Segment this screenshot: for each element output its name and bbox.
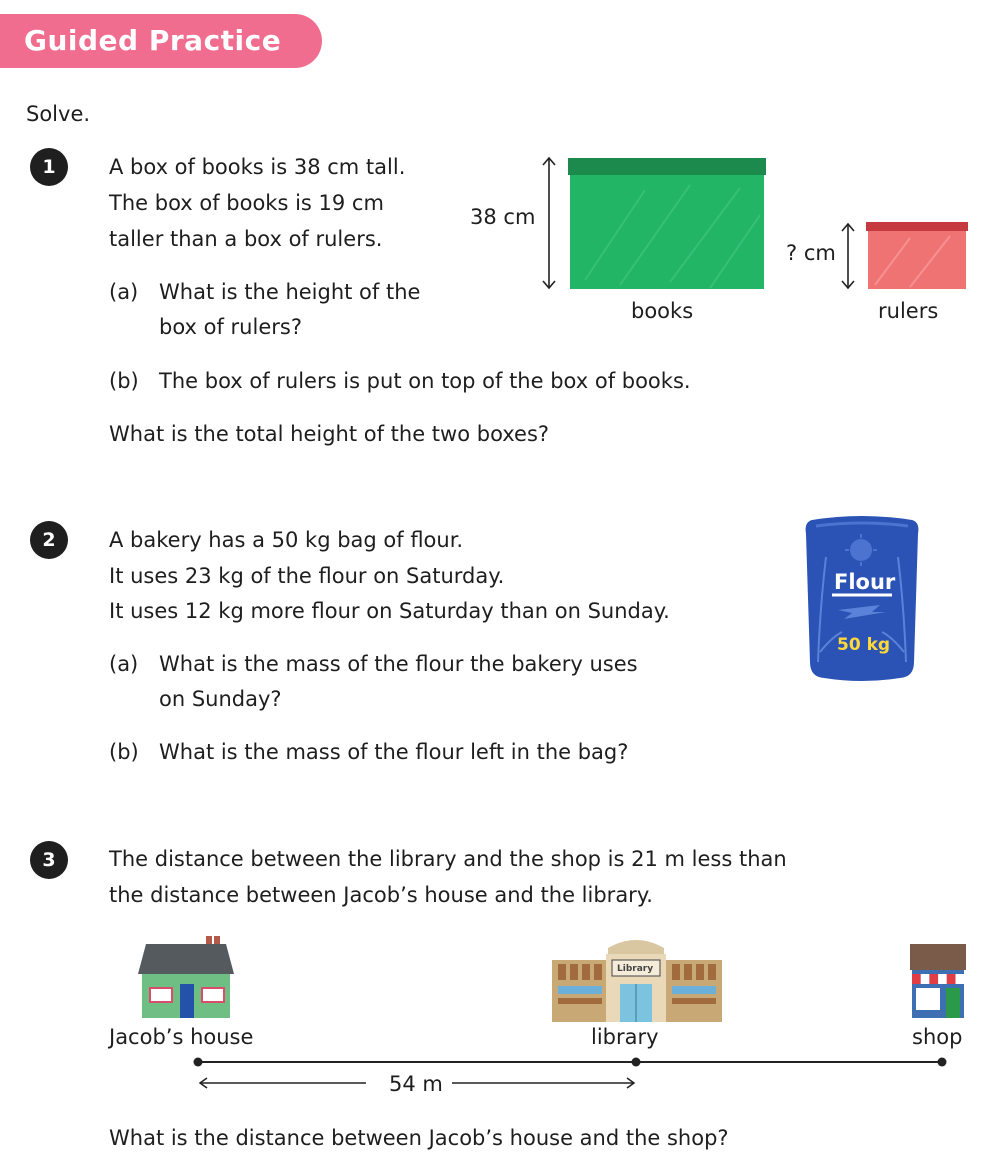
q1a-line-2: box of rulers?	[159, 315, 302, 339]
flour-bag-label: Flour	[834, 570, 896, 594]
books-height-label: 38 cm	[470, 205, 536, 229]
shop-caption: shop	[912, 1025, 963, 1049]
q2b-label: (b)	[109, 740, 139, 764]
library-sign: Library	[617, 964, 654, 974]
instruction: Solve.	[26, 102, 91, 126]
q3-line-1: The distance between the library and the shop is 21 m less than	[109, 847, 787, 871]
q2a-line-2: on Sunday?	[159, 687, 282, 711]
q2-line-2: It uses 23 kg of the flour on Saturday.	[109, 564, 505, 588]
house-point	[194, 1058, 203, 1067]
house-icon	[136, 932, 236, 1020]
library-point	[632, 1058, 641, 1067]
q2a-label: (a)	[109, 652, 139, 676]
rulers-box	[868, 231, 966, 289]
question-number-3: 3	[30, 841, 68, 879]
q1b-text: The box of rulers is put on top of the box of books.	[159, 369, 691, 393]
distance-diagram	[190, 1054, 950, 1094]
flour-bag-icon	[802, 512, 922, 687]
books-height-arrow	[543, 158, 555, 288]
rulers-height-label: ? cm	[786, 241, 836, 265]
q2-line-1: A bakery has a 50 kg bag of flour.	[109, 528, 464, 552]
q1-line-1: A box of books is 38 cm tall.	[109, 155, 406, 179]
q2-line-3: It uses 12 kg more flour on Saturday than on Sunday.	[109, 599, 670, 623]
rulers-caption: rulers	[878, 299, 939, 323]
books-caption: books	[631, 299, 694, 323]
q1b-label: (b)	[109, 369, 139, 393]
q1b-question: What is the total height of the two boxes?	[109, 422, 550, 446]
boxes-figure	[530, 150, 970, 295]
question-number-2: 2	[30, 521, 68, 559]
house-caption: Jacob’s house	[109, 1025, 254, 1049]
rulers-height-arrow	[842, 224, 854, 288]
q1-line-2: The box of books is 19 cm	[109, 191, 384, 215]
question-number-1: 1	[30, 148, 68, 186]
q3-line-2: the distance between Jacob’s house and the library.	[109, 883, 653, 907]
flour-bag-mass: 50 kg	[837, 635, 891, 655]
q2a-line-1: What is the mass of the flour the bakery uses	[159, 652, 638, 676]
q1-line-3: taller than a box of rulers.	[109, 227, 383, 251]
rulers-box-lid	[866, 222, 968, 231]
books-box-lid	[568, 158, 766, 175]
shop-icon	[910, 944, 968, 1020]
library-icon	[550, 934, 726, 1024]
q1a-line-1: What is the height of the	[159, 280, 421, 304]
section-title: Guided Practice	[24, 24, 282, 57]
shop-point	[938, 1058, 947, 1067]
q1a-label: (a)	[109, 280, 139, 304]
library-caption: library	[591, 1025, 659, 1049]
books-box	[570, 175, 764, 289]
q2b-text: What is the mass of the flour left in the bag?	[159, 740, 629, 764]
q3-question: What is the distance between Jacob’s house and the shop?	[109, 1126, 729, 1150]
distance-label: 54 m	[389, 1072, 443, 1096]
